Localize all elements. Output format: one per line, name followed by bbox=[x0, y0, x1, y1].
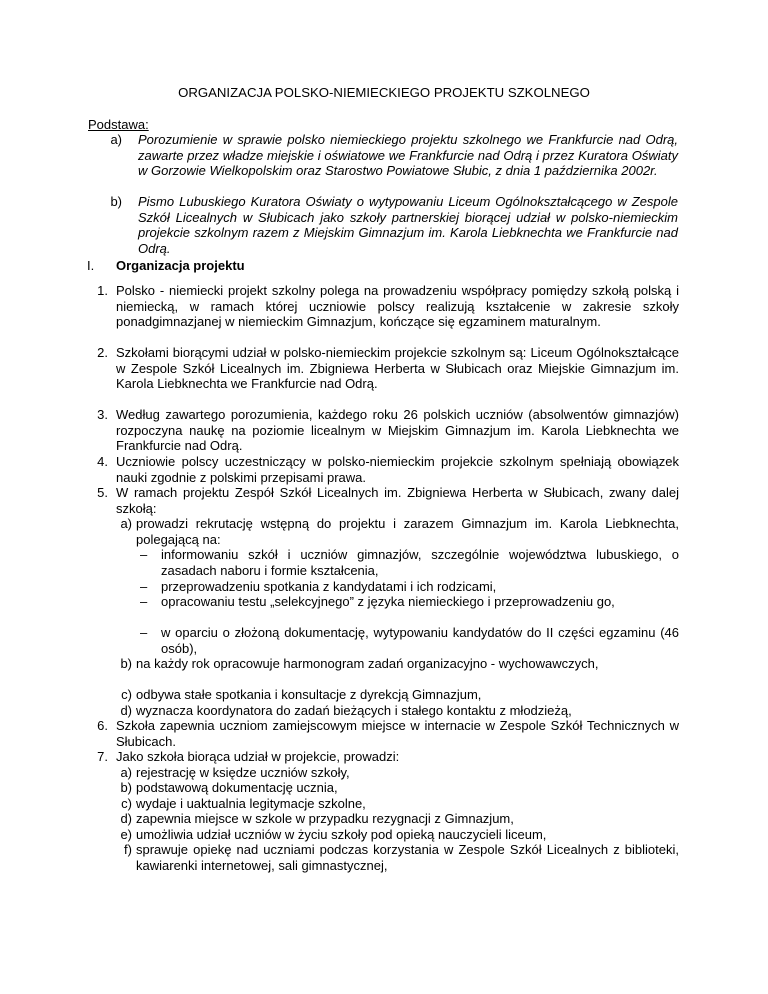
point-2-text: Szkołami biorącymi udział w polsko-niemieckim projekcie szkolnym są: Liceum Ogólnokształcące w Zespole Szkół Licealnych im. Zbigniewa Herberta w Słubicach oraz Miejskie Gimnazjum im. Karola Liebknechta we Frankfurcie nad Odrą. bbox=[116, 345, 679, 392]
point-7d-text: zapewnia miejsce w szkole w przypadku rezygnacji z Gimnazjum, bbox=[136, 811, 514, 826]
point-7a-text: rejestrację w księdze uczniów szkoły, bbox=[136, 765, 350, 780]
point-4-text: Uczniowie polscy uczestniczący w polsko-niemieckim projekcie szkolnym spełniają obowiązek nauki zgodnie z polskimi przepisami prawa. bbox=[116, 454, 679, 485]
subitem-label: d) bbox=[120, 703, 132, 718]
basis-item-label: a) bbox=[110, 132, 122, 147]
point-number: 1. bbox=[97, 283, 108, 298]
recruitment-dash-1: informowaniu szkół i uczniów gimnazjów, szczególnie województwa lubuskiego, o zasadach naboru i formie kształcenia, bbox=[161, 547, 679, 578]
point-1-text: Polsko - niemiecki projekt szkolny polega na prowadzeniu współpracy pomiędzy szkołą polską i niemiecką, w ramach której uczniowie polscy realizują kształcenie w zakresie szkoły ponadgimnazjanej w niemieckim Gimnazjum, kończące się egzaminem maturalnym. bbox=[116, 283, 679, 330]
point-6-text: Szkoła zapewnia uczniom zamiejscowym miejsce w internacie w Zespole Szkół Technicznych w Słubicach. bbox=[116, 718, 679, 749]
dash-marker: – bbox=[140, 579, 148, 594]
subitem-label: c) bbox=[121, 796, 132, 811]
subitem-label: b) bbox=[120, 780, 132, 795]
point-5b-text: na każdy rok opracowuje harmonogram zadań organizacyjno - wychowawczych, bbox=[136, 656, 599, 671]
basis-heading-text: Podstawa: bbox=[88, 117, 149, 132]
basis-heading bbox=[88, 117, 149, 133]
basis-item-a: Porozumienie w sprawie polsko niemieckiego projektu szkolnego we Frankfurcie nad Odrą, zawarte przez władze miejskie i oświatowe we Frankfurcie nad Odrą i przez Kuratora Oświaty w Gorzowie Wielkopolskim oraz Starostwo Powiatowe Słubic, z dnia 1 października 2002r. bbox=[138, 132, 678, 179]
point-number: 3. bbox=[97, 407, 108, 422]
document-title: ORGANIZACJA POLSKO-NIEMIECKIEGO PROJEKTU SZKOLNEGO bbox=[178, 85, 590, 100]
subitem-label: c) bbox=[121, 687, 132, 702]
subitem-label: f) bbox=[124, 842, 132, 857]
section-number: I. bbox=[87, 258, 95, 273]
point-7e-text: umożliwia udział uczniów w życiu szkoły pod opieką nauczycieli liceum, bbox=[136, 827, 547, 842]
point-number: 7. bbox=[97, 749, 108, 764]
dash-marker: – bbox=[140, 625, 148, 640]
point-5c-text: odbywa stałe spotkania i konsultacje z dyrekcją Gimnazjum, bbox=[136, 687, 482, 702]
subitem-label: e) bbox=[120, 827, 132, 842]
basis-item-label: b) bbox=[110, 194, 122, 209]
point-number: 5. bbox=[97, 485, 108, 500]
point-number: 6. bbox=[97, 718, 108, 733]
point-5a-text: prowadzi rekrutację wstępną do projektu i zarazem Gimnazjum im. Karola Liebknechta, polegającą na: bbox=[136, 516, 679, 547]
recruitment-dash-2: przeprowadzeniu spotkania z kandydatami i ich rodzicami, bbox=[161, 579, 497, 594]
point-7f-text: sprawuje opiekę nad uczniami podczas korzystania w Zespole Szkół Licealnych z biblioteki, kawiarenki internetowej, sali gimnastycznej, bbox=[136, 842, 679, 873]
point-3-text: Według zawartego porozumienia, każdego roku 26 polskich uczniów (absolwentów gimnazjów) rozpoczyna naukę na poziomie licealnym w Miejskim Gimnazjum im. Karola Liebknechta we Frankfurcie nad Odrą. bbox=[116, 407, 679, 454]
subitem-label: b) bbox=[120, 656, 132, 671]
point-7-text: Jako szkoła biorąca udział w projekcie, prowadzi: bbox=[116, 749, 400, 764]
point-7b-text: podstawową dokumentację ucznia, bbox=[136, 780, 338, 795]
dash-marker: – bbox=[140, 547, 148, 562]
recruitment-dash-3: opracowaniu testu „selekcyjnego” z języka niemieckiego i przeprowadzeniu go, bbox=[161, 594, 615, 609]
dash-marker: – bbox=[140, 594, 148, 609]
point-number: 4. bbox=[97, 454, 108, 469]
point-7c-text: wydaje i uaktualnia legitymacje szkolne, bbox=[136, 796, 366, 811]
point-number: 2. bbox=[97, 345, 108, 360]
subitem-label: a) bbox=[120, 516, 132, 531]
recruitment-dash-4: w oparciu o złożoną dokumentację, wytypowaniu kandydatów do II części egzaminu (46 osób), bbox=[161, 625, 679, 656]
point-5-text: W ramach projektu Zespół Szkół Licealnych im. Zbigniewa Herberta w Słubicach, zwany dalej szkołą: bbox=[116, 485, 679, 516]
point-5d-text: wyznacza koordynatora do zadań bieżących i stałego kontaktu z młodzieżą, bbox=[136, 703, 572, 718]
section-title: Organizacja projektu bbox=[116, 258, 245, 273]
basis-item-b: Pismo Lubuskiego Kuratora Oświaty o wytypowaniu Liceum Ogólnokształcącego w Zespole Szkół Licealnych w Słubicach jako szkoły partnerskiej biorącej udział w polsko-niemieckim projekcie szkolnym razem z Miejskim Gimnazjum im. Karola Liebknechta we Frankfurcie nad Odrą. bbox=[138, 194, 678, 256]
subitem-label: a) bbox=[120, 765, 132, 780]
subitem-label: d) bbox=[120, 811, 132, 826]
